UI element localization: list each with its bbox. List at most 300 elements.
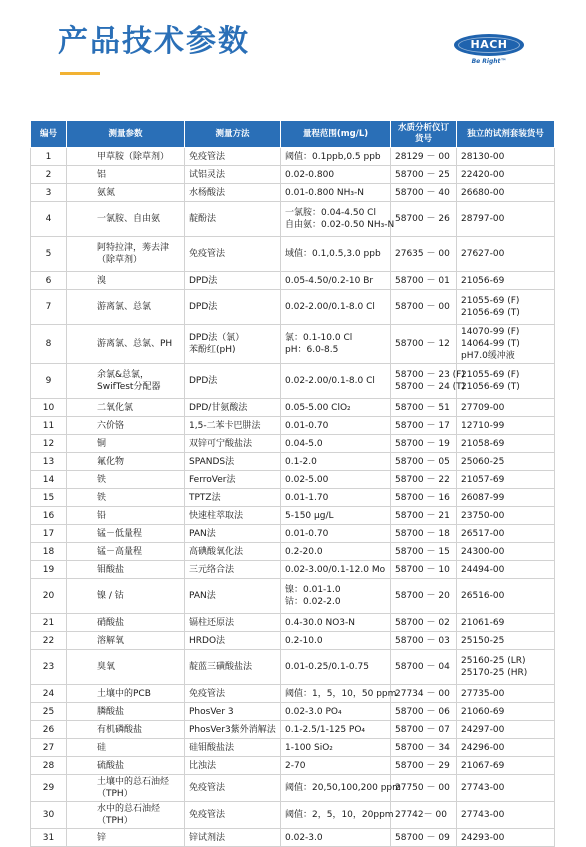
cell-parameter — [67, 561, 185, 579]
cell-method — [185, 739, 281, 757]
cell-no-line: 15 — [42, 492, 55, 503]
cell-reagent-no-line: 21056-69 (T) — [461, 308, 520, 318]
header-range-line: (mg/L) — [336, 128, 369, 139]
cell-analyzer-no — [391, 364, 466, 399]
header-reagent-no-line: 装货号 — [518, 128, 544, 139]
cell-method-line: 水杨酸法 — [189, 187, 226, 198]
cell-method — [185, 435, 281, 453]
cell-no-line: 12 — [42, 438, 55, 449]
cell-reagent-no — [457, 525, 555, 543]
cell-parameter-line: 膦酸盐 — [97, 706, 125, 717]
cell-analyzer-no-line: 28129 － 00 — [395, 151, 450, 162]
cell-method — [185, 561, 281, 579]
cell-range-line: 0.02-0.800 — [285, 169, 335, 180]
cell-range — [281, 471, 391, 489]
cell-no-line: 8 — [45, 339, 52, 349]
header-range-line: 量程范围 — [302, 128, 337, 139]
cell-range — [281, 632, 391, 650]
cell-analyzer-no-line: 58700 － 24 (T) — [395, 382, 466, 392]
cell-method — [185, 802, 281, 829]
cell-no-line: 23 — [42, 662, 55, 672]
cell-parameter-line: （除草剂） — [97, 255, 143, 265]
cell-range — [281, 325, 391, 364]
cell-method-line: 苯酚红(pH) — [189, 345, 236, 355]
table-row — [31, 148, 555, 166]
cell-analyzer-no — [391, 632, 457, 650]
cell-reagent-no-line: 27735-00 — [461, 688, 505, 699]
cell-parameter-line: 一氯胺、自由氨 — [97, 214, 161, 224]
table-row — [31, 272, 555, 290]
cell-analyzer-no — [391, 525, 457, 543]
cell-no-line: 20 — [42, 591, 55, 601]
cell-no-line: 24 — [42, 688, 55, 699]
cell-parameter — [67, 237, 185, 272]
cell-reagent-no — [457, 579, 555, 614]
cell-method-line: DPD法 — [189, 275, 218, 286]
cell-reagent-no-line: 24300-00 — [461, 546, 505, 557]
cell-method-line: 免疫管法 — [189, 783, 226, 793]
cell-no-line: 4 — [45, 214, 52, 224]
cell-parameter — [67, 453, 185, 471]
cell-method-line: DPD/甘氨酸法 — [189, 402, 248, 413]
cell-analyzer-no — [391, 614, 457, 632]
cell-method-line: 硅钼酸盐法 — [189, 742, 235, 753]
cell-analyzer-no-line: 58700 － 01 — [395, 275, 450, 286]
table-row — [31, 364, 555, 399]
cell-method — [185, 507, 281, 525]
cell-reagent-no — [457, 184, 555, 202]
cell-no-line: 19 — [42, 564, 55, 575]
cell-analyzer-no — [391, 272, 457, 290]
cell-parameter-line: 硝酸盐 — [97, 617, 125, 628]
cell-reagent-no-line: 14064-99 (T) — [461, 339, 520, 349]
cell-range — [281, 489, 391, 507]
cell-parameter-line: 铁 — [97, 474, 107, 485]
table-row — [31, 399, 555, 417]
cell-no — [31, 543, 67, 561]
cell-range — [281, 202, 395, 237]
cell-method — [185, 650, 281, 685]
cell-method — [185, 290, 281, 325]
cell-range-line: 1-100 SiO₂ — [285, 742, 333, 753]
cell-parameter — [67, 650, 185, 685]
cell-reagent-no-line: 28797-00 — [461, 214, 505, 224]
cell-no — [31, 435, 67, 453]
cell-analyzer-no-line: 58700 － 00 — [395, 302, 450, 312]
table-row — [31, 703, 555, 721]
logo-tagline: Be Right™ — [471, 58, 507, 65]
cell-no — [31, 829, 67, 847]
cell-method-line: 靛酚法 — [189, 214, 217, 224]
cell-parameter — [67, 614, 185, 632]
cell-method-line: 快速柱萃取法 — [189, 510, 244, 521]
header-analyzer-no-line: 水质分析仪 — [397, 123, 441, 133]
cell-analyzer-no-line: 58700 － 29 — [395, 760, 450, 771]
cell-no — [31, 166, 67, 184]
cell-analyzer-no-line: 58700 － 06 — [395, 706, 450, 717]
cell-range — [281, 614, 391, 632]
cell-range — [281, 561, 391, 579]
table-row — [31, 290, 555, 325]
cell-reagent-no-line: 26517-00 — [461, 528, 505, 539]
cell-parameter — [67, 543, 185, 561]
cell-method-line: 比浊法 — [189, 760, 217, 771]
cell-reagent-no — [457, 290, 555, 325]
cell-method-line: SPANDS法 — [189, 456, 235, 467]
table-row — [31, 453, 555, 471]
table-body — [31, 148, 555, 847]
cell-method-line: 试铝灵法 — [189, 169, 226, 180]
table-row — [31, 471, 555, 489]
cell-parameter-line: 铜 — [97, 438, 107, 449]
title-underline — [60, 72, 100, 75]
cell-parameter — [67, 166, 185, 184]
table-row — [31, 489, 555, 507]
cell-method-line: PAN法 — [189, 591, 216, 601]
cell-parameter — [67, 829, 185, 847]
cell-reagent-no-line: 25060-25 — [461, 456, 505, 467]
cell-range-line: 一氯胺：0.04-4.50 Cl — [285, 208, 376, 218]
cell-analyzer-no — [391, 829, 457, 847]
cell-method — [185, 829, 281, 847]
cell-range — [281, 364, 391, 399]
cell-method-line: 三元络合法 — [189, 564, 235, 575]
cell-method — [185, 632, 281, 650]
table-row — [31, 202, 555, 237]
cell-range-line: 0.01-0.25/0.1-0.75 — [285, 662, 369, 672]
cell-reagent-no — [457, 166, 555, 184]
cell-range-line: 5-150 μg/L — [285, 510, 334, 521]
cell-range-line: 0.02-5.00 — [285, 474, 329, 485]
cell-reagent-no-line: 24494-00 — [461, 564, 505, 575]
cell-no — [31, 775, 67, 802]
cell-reagent-no-line: 23750-00 — [461, 510, 505, 521]
table-row — [31, 721, 555, 739]
cell-no-line: 21 — [42, 617, 55, 628]
cell-parameter-line: 溶解氧 — [97, 635, 125, 646]
cell-parameter — [67, 507, 185, 525]
cell-no — [31, 471, 67, 489]
cell-no-line: 22 — [42, 635, 55, 646]
cell-range-line: 0.1-2.0 — [285, 456, 317, 467]
cell-range-line: 0.05-4.50/0.2-10 Br — [285, 275, 374, 286]
cell-reagent-no-line: 27743-00 — [461, 783, 505, 793]
cell-parameter — [67, 685, 185, 703]
cell-no — [31, 650, 67, 685]
cell-analyzer-no-line: 58700 － 04 — [395, 662, 450, 672]
cell-parameter — [67, 721, 185, 739]
cell-reagent-no — [457, 489, 555, 507]
cell-range-line: 域值：0.1,0.5,3.0 ppb — [285, 249, 381, 259]
cell-method-line: PhosVer 3 — [189, 706, 234, 717]
cell-analyzer-no-line: 58700 － 09 — [395, 832, 450, 843]
cell-parameter — [67, 579, 185, 614]
cell-no — [31, 685, 67, 703]
cell-reagent-no-line: 27709-00 — [461, 402, 505, 413]
cell-method — [185, 489, 281, 507]
cell-range-line: 0.01-0.800 NH₃-N — [285, 187, 365, 198]
cell-analyzer-no — [391, 685, 457, 703]
cell-no — [31, 290, 67, 325]
cell-range — [281, 775, 401, 802]
cell-no-line: 14 — [42, 474, 55, 485]
cell-analyzer-no-line: 58700 － 17 — [395, 420, 450, 431]
cell-range — [281, 757, 391, 775]
cell-no-line: 6 — [45, 275, 52, 286]
cell-range — [281, 272, 391, 290]
cell-range — [281, 739, 391, 757]
cell-method — [185, 775, 281, 802]
cell-reagent-no — [457, 650, 555, 685]
cell-analyzer-no — [391, 202, 457, 237]
cell-no — [31, 184, 67, 202]
header-analyzer-no-line: 订货号 — [414, 123, 450, 144]
cell-reagent-no-line: 27743-00 — [461, 810, 505, 820]
cell-analyzer-no — [391, 399, 457, 417]
cell-reagent-no — [457, 829, 555, 847]
cell-no — [31, 703, 67, 721]
cell-parameter-line: 臭氧 — [97, 662, 116, 672]
cell-reagent-no — [457, 757, 555, 775]
cell-analyzer-no — [391, 561, 457, 579]
cell-reagent-no-line: 21057-69 — [461, 474, 505, 485]
cell-parameter — [67, 757, 185, 775]
cell-range-line: 钴：0.02-2.0 — [285, 597, 341, 607]
cell-range — [281, 417, 391, 435]
cell-parameter — [67, 325, 185, 364]
cell-method-line: 免疫管法 — [189, 151, 226, 162]
cell-no — [31, 802, 67, 829]
cell-range-line: 0.02-3.0 — [285, 832, 323, 843]
header-no — [31, 121, 67, 148]
table-row — [31, 757, 555, 775]
cell-reagent-no-line: 24293-00 — [461, 832, 505, 843]
cell-parameter — [67, 272, 185, 290]
cell-range-line: 阈值：20,50,100,200 ppm — [285, 783, 401, 793]
cell-analyzer-no — [391, 148, 457, 166]
cell-analyzer-no — [391, 237, 457, 272]
cell-reagent-no-line: 22420-00 — [461, 169, 505, 180]
cell-reagent-no — [457, 148, 555, 166]
cell-parameter — [67, 471, 185, 489]
cell-no — [31, 632, 67, 650]
header-parameter-line: 测量参数 — [108, 128, 143, 139]
cell-reagent-no — [457, 703, 555, 721]
cell-range-line: 0.05-5.00 ClO₂ — [285, 402, 351, 413]
cell-range-line: 0.1-2.5/1-125 PO₄ — [285, 724, 366, 735]
spec-table — [30, 120, 555, 847]
cell-reagent-no-line: 21060-69 — [461, 706, 505, 717]
cell-no — [31, 399, 67, 417]
cell-analyzer-no-line: 58700 － 10 — [395, 564, 450, 575]
cell-method-line: 免疫管法 — [189, 810, 226, 820]
cell-reagent-no-line: 26087-99 — [461, 492, 505, 503]
header-no-line: 编号 — [39, 128, 57, 139]
cell-analyzer-no-line: 27742－ 00 — [395, 810, 447, 820]
cell-method — [185, 148, 281, 166]
cell-method — [185, 703, 281, 721]
cell-range-line: 0.02-2.00/0.1-8.0 Cl — [285, 376, 375, 386]
cell-range-line: 0.01-0.70 — [285, 528, 329, 539]
table-row — [31, 632, 555, 650]
table-row — [31, 614, 555, 632]
cell-range — [281, 579, 391, 614]
cell-analyzer-no — [391, 579, 457, 614]
cell-no-line: 10 — [42, 402, 55, 413]
table-row — [31, 166, 555, 184]
cell-parameter-line: 硫酸盐 — [97, 760, 125, 771]
cell-no — [31, 148, 67, 166]
cell-no-line: 29 — [42, 783, 55, 793]
cell-analyzer-no — [391, 471, 457, 489]
cell-parameter-line: 铅 — [97, 510, 107, 521]
cell-method — [185, 471, 281, 489]
header-reagent-no-line: 独立的试剂套 — [467, 128, 519, 139]
cell-range — [281, 453, 391, 471]
cell-no — [31, 453, 67, 471]
cell-method-line: 镉柱还原法 — [189, 617, 235, 628]
cell-no-line: 7 — [45, 302, 52, 312]
cell-reagent-no-line: 14070-99 (F) — [461, 327, 520, 337]
cell-parameter-line: 氟化物 — [97, 456, 125, 467]
cell-parameter-line: 余氯&总氯，SwifTest分配器 — [97, 370, 161, 392]
table-row — [31, 829, 555, 847]
header-method-line: 测量方法 — [215, 128, 250, 139]
table-row — [31, 650, 555, 685]
cell-parameter — [67, 399, 185, 417]
cell-analyzer-no — [391, 721, 457, 739]
header-range — [281, 121, 391, 148]
cell-no-line: 16 — [42, 510, 55, 521]
cell-parameter — [67, 525, 185, 543]
cell-range-line: 0.02-3.0 PO₄ — [285, 706, 342, 717]
cell-reagent-no-line: 21067-69 — [461, 760, 505, 771]
cell-method — [185, 417, 281, 435]
cell-analyzer-no-line: 58700 － 40 — [395, 187, 450, 198]
cell-range-line: 自由氨：0.02-0.50 NH₃-N — [285, 220, 395, 230]
cell-reagent-no — [457, 417, 555, 435]
cell-analyzer-no — [391, 417, 457, 435]
table-row — [31, 507, 555, 525]
cell-range — [281, 721, 391, 739]
cell-no-line: 17 — [42, 528, 55, 539]
cell-parameter-line: 土壤中的PCB — [97, 688, 151, 699]
cell-range-line: 镍：0.01-1.0 — [285, 585, 341, 595]
cell-no-line: 1 — [45, 151, 52, 162]
header-reagent-no — [457, 121, 555, 148]
header-parameter — [67, 121, 185, 148]
cell-parameter-line: 铝 — [97, 169, 107, 180]
cell-analyzer-no — [391, 166, 457, 184]
cell-method-line: 免疫管法 — [189, 688, 226, 699]
cell-analyzer-no-line: 58700 － 07 — [395, 724, 450, 735]
cell-analyzer-no-line: 27635 － 00 — [395, 249, 450, 259]
cell-method-line: 高碘酸氧化法 — [189, 546, 244, 557]
cell-reagent-no — [457, 802, 555, 829]
cell-parameter — [67, 184, 185, 202]
cell-no-line: 30 — [42, 810, 55, 820]
table-row — [31, 237, 555, 272]
cell-range-line: 阈值：1，5，10，50 ppm — [285, 688, 397, 699]
cell-no-line: 18 — [42, 546, 55, 557]
cell-parameter-line: 六价铬 — [97, 420, 125, 431]
cell-reagent-no-line: pH7.0缓冲液 — [461, 351, 515, 361]
cell-no-line: 26 — [42, 724, 55, 735]
cell-reagent-no — [457, 237, 555, 272]
cell-no-line: 5 — [45, 249, 52, 259]
cell-no — [31, 721, 67, 739]
cell-analyzer-no — [391, 739, 457, 757]
cell-range-line: 2-70 — [285, 760, 306, 771]
cell-analyzer-no-line: 58700 － 15 — [395, 546, 450, 557]
cell-analyzer-no — [391, 775, 457, 802]
cell-range-line: 0.02-2.00/0.1-8.0 Cl — [285, 302, 375, 312]
cell-range-line: 阈值：2，5，10，20ppm — [285, 810, 394, 820]
cell-method — [185, 614, 281, 632]
cell-range-line: 0.02-3.00/0.1-12.0 Mo — [285, 564, 386, 575]
cell-method — [185, 166, 281, 184]
cell-reagent-no — [457, 272, 555, 290]
hach-logo — [454, 34, 524, 68]
cell-range-line: 阈值：0.1ppb,0.5 ppb — [285, 151, 381, 162]
cell-reagent-no — [457, 471, 555, 489]
cell-analyzer-no-line: 58700 － 21 — [395, 510, 450, 521]
cell-method — [185, 757, 281, 775]
cell-method-line: HRDO法 — [189, 635, 226, 646]
cell-analyzer-no — [391, 507, 457, 525]
cell-method — [185, 685, 281, 703]
cell-method-line: DPD法（氯） — [189, 333, 245, 343]
cell-no-line: 13 — [42, 456, 55, 467]
cell-method-line: 锌试剂法 — [189, 832, 226, 843]
cell-parameter-line: 游离氯、总氯、PH — [97, 339, 173, 349]
cell-parameter — [67, 489, 185, 507]
cell-reagent-no — [457, 453, 555, 471]
cell-analyzer-no — [391, 325, 457, 364]
cell-parameter-line: 游离氯、总氯 — [97, 302, 152, 312]
header-method — [185, 121, 281, 148]
cell-reagent-no-line: 21055-69 (F) — [461, 370, 520, 380]
cell-parameter — [67, 202, 185, 237]
cell-reagent-no-line: 24296-00 — [461, 742, 505, 753]
cell-range-line: 氯：0.1-10.0 Cl — [285, 333, 353, 343]
table-row — [31, 561, 555, 579]
cell-no — [31, 364, 67, 399]
table-row — [31, 417, 555, 435]
cell-reagent-no-line: 26516-00 — [461, 591, 505, 601]
cell-reagent-no — [457, 561, 555, 579]
cell-method — [185, 272, 281, 290]
cell-parameter — [67, 435, 185, 453]
cell-no — [31, 325, 67, 364]
cell-method-line: DPD法 — [189, 376, 218, 386]
cell-analyzer-no — [391, 543, 457, 561]
cell-analyzer-no-line: 58700 － 16 — [395, 492, 450, 503]
cell-reagent-no — [457, 614, 555, 632]
cell-parameter-line: 锰－高量程 — [97, 546, 143, 557]
cell-parameter — [67, 148, 185, 166]
cell-method-line: 1,5-二苯卡巴肼法 — [189, 420, 261, 431]
cell-analyzer-no-line: 58700 － 22 — [395, 474, 450, 485]
cell-method-line: PAN法 — [189, 528, 216, 539]
cell-parameter-line: 铁 — [97, 492, 107, 503]
table-row — [31, 739, 555, 757]
cell-reagent-no-line: 21055-69 (F) — [461, 296, 520, 306]
table-row — [31, 435, 555, 453]
cell-parameter-line: 溴 — [97, 275, 107, 286]
table-row — [31, 775, 555, 802]
cell-parameter-line: 二氧化氯 — [97, 402, 134, 413]
